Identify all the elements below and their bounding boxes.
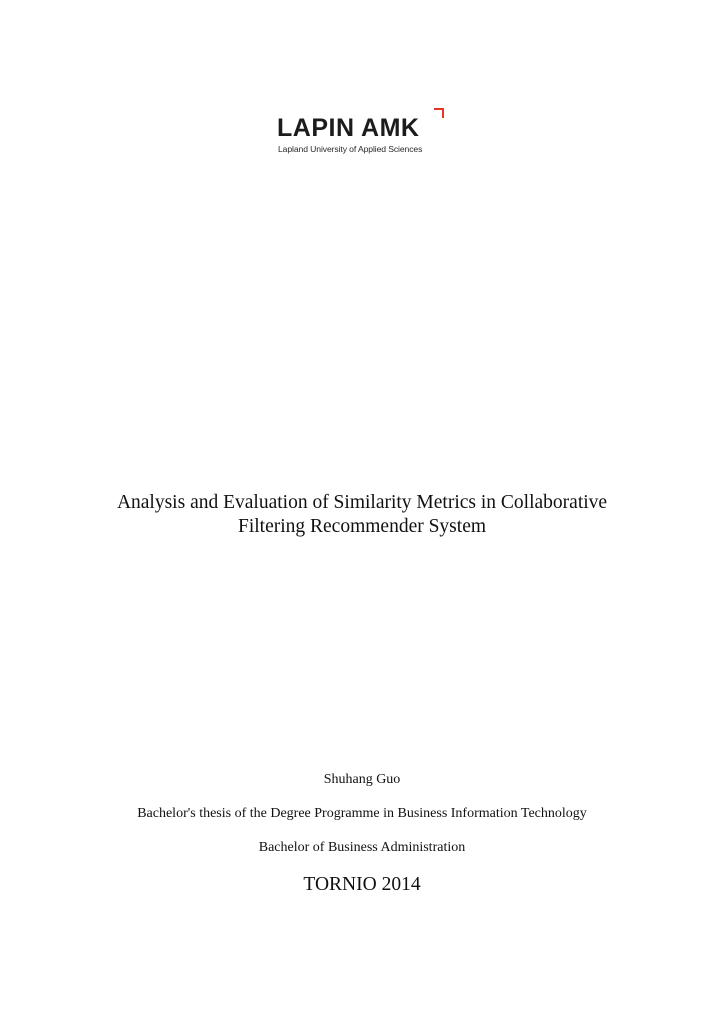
place-and-year: TORNIO 2014	[303, 874, 421, 895]
logo-corner-mark-icon	[434, 108, 444, 118]
thesis-title-line-1: Analysis and Evaluation of Similarity Metrics in Collaborative	[116, 492, 608, 513]
author-name: Shuhang Guo	[323, 772, 401, 787]
logo-wordmark: LAPIN AMK	[277, 114, 420, 142]
degree-name: Bachelor of Business Administration	[258, 840, 466, 855]
thesis-programme: Bachelor's thesis of the Degree Programme in Business Information Technology	[137, 806, 587, 821]
logo-subtitle: Lapland University of Applied Sciences	[278, 144, 423, 154]
thesis-title	[0, 491, 724, 539]
thesis-title-line-2: Filtering Recommender System	[237, 516, 487, 537]
university-logo	[277, 108, 447, 156]
